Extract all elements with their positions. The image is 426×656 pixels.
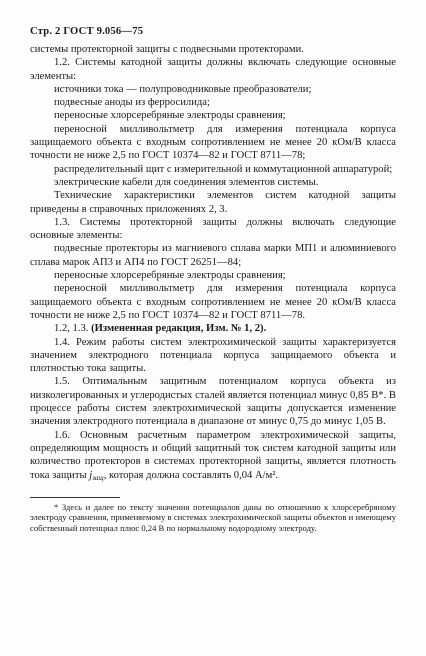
list-item-millivoltmeter: переносной милливольтметр для измерения потенциала корпуса защищаемого объекта с входным сопротивлением не менее 20 кОм/В класса точности не ниже 2,5 по ГОСТ 10374—82 и ГОСТ 8711—78;	[30, 123, 396, 162]
paragraph-amendment	[30, 322, 396, 335]
list-item-electrodes: переносные хлорсеребряные электроды сравнения;	[54, 110, 286, 122]
footnote-text: * Здесь и далее по тексту значения потенциалов даны по отношению к хлорсеребряному электроду сравнения, применяемому в системах электрохимической защиты объектов и имеющему собственный потенциал плюс 0,24 В по нормальному водородному электроду.	[30, 501, 396, 533]
list-item-millivoltmeter-2: переносной милливольтметр для измерения потенциала корпуса защищаемого объекта с входным сопротивлением не менее 20 кОм/В класса точности не ниже 2,5 по ГОСТ 10374—82 и ГОСТ 8711—78.	[30, 283, 396, 321]
list-item-current-sources: источники тока — полупроводниковые преобразователи;	[54, 83, 312, 95]
body-text	[30, 43, 396, 485]
list-item-cables: электрические кабели для соединения элементов системы.	[54, 176, 319, 188]
paragraph-1-3: 1.3. Системы протекторной защиты должны включать следующие основные элементы:	[30, 216, 396, 242]
paragraph-1-6	[30, 429, 396, 485]
amendment-ref: 1.2, 1.3.	[54, 323, 92, 335]
list-item-electrodes-2: переносные хлорсеребряные электроды сравнения;	[54, 270, 286, 282]
amendment-note: (Измененная редакция, Изм. № 1, 2).	[91, 323, 267, 335]
page-header: Стр. 2 ГОСТ 9.056—75	[30, 26, 144, 37]
current-density-symbol: j	[89, 469, 93, 481]
paragraph-1-6-text: 1.6. Основным расчетным параметром электрохимической защиты, определяющим мощность и общий защитный ток систем катодной защиты или количество протекторов в системах протекторной защиты, является плотность тока защиты	[30, 429, 396, 481]
paragraph-1-6-end: , которая должна составлять 0,04 А/м².	[103, 469, 279, 481]
footnote	[30, 502, 396, 534]
paragraph-1-4: 1.4. Режим работы систем электрохимической защиты характеризуется значением электродного потенциала корпуса защищаемого объекта и плотностью тока защиты.	[30, 336, 396, 375]
footnote-divider	[30, 497, 120, 498]
paragraph-tech-characteristics: Технические характеристики элементов систем катодной защиты приведены в справочных приложениях 2, 3.	[30, 190, 396, 215]
paragraph-continuation: системы протекторной защиты с подвесными протекторами.	[30, 44, 304, 55]
paragraph-1-2: 1.2. Системы катодной защиты должны включать следующие основные элементы:	[30, 57, 396, 82]
current-density-subscript: защ	[92, 473, 104, 482]
paragraph-1-5: 1.5. Оптимальным защитным потенциалом корпуса объекта из низколегированных и углеродистых сталей является потенциал минус 0,85 В*. В процессе работы систем электрохимической защиты допускается изменение значения электродного потенциала в диапазоне от минус 0,75 до минус 1,05 В.	[30, 376, 396, 428]
list-item-protectors: подвесные протекторы из магниевого сплава марки МП1 и алюминиевого сплава марок АП3 и АП4 по ГОСТ 26251—84;	[30, 243, 396, 268]
list-item-distribution-board: распределительный щит с измерительной и коммутационной аппаратурой;	[54, 163, 393, 175]
list-item-anodes: подвесные аноды из ферросилида;	[54, 97, 210, 109]
